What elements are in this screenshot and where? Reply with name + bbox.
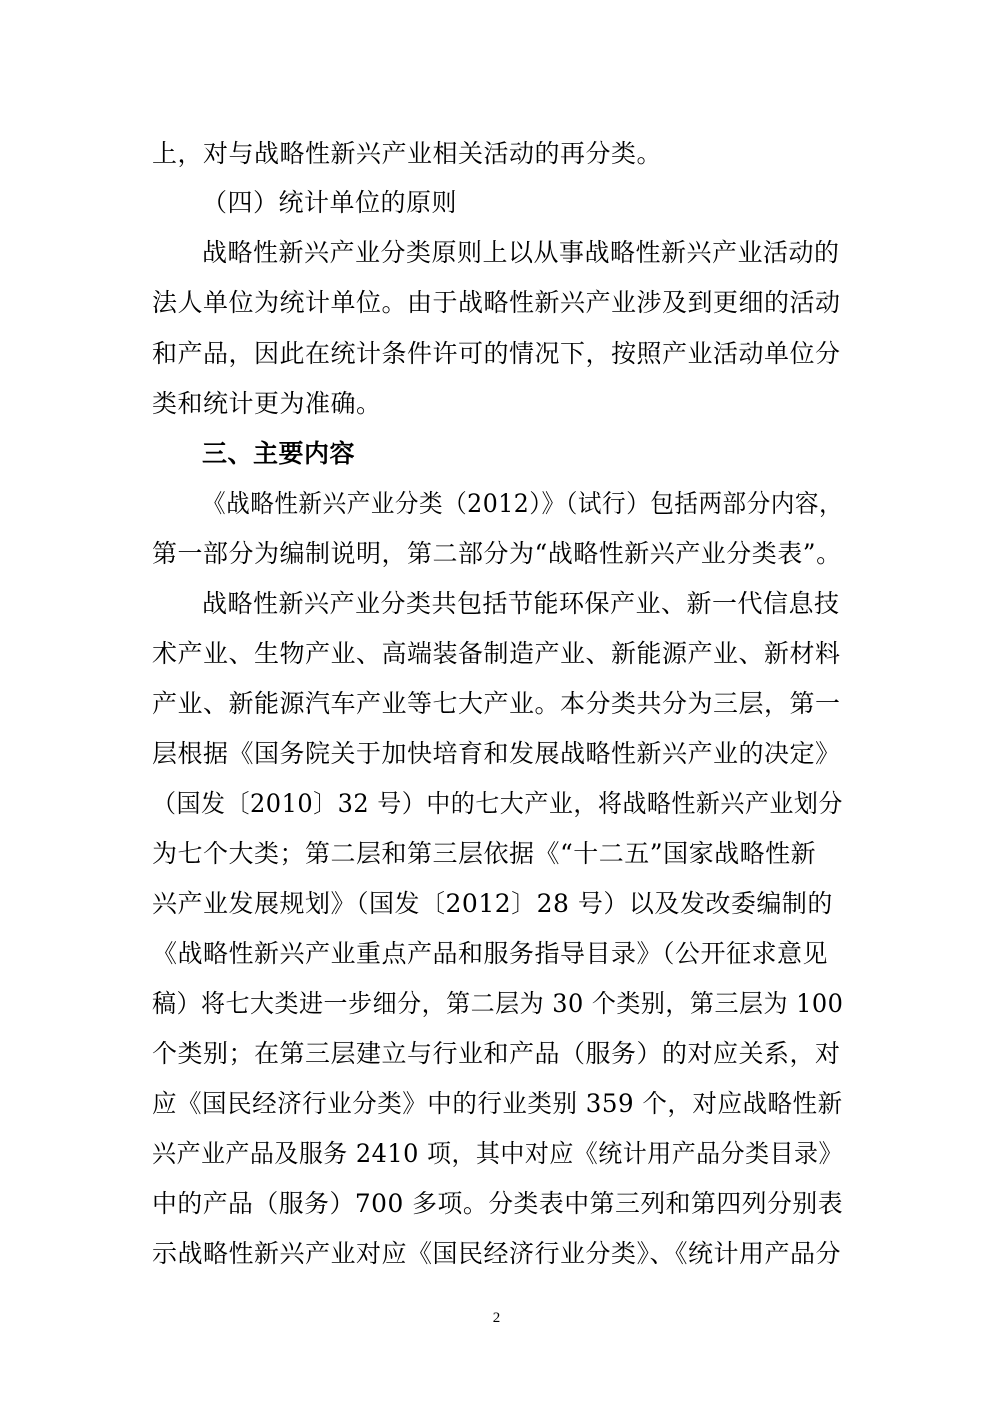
page-number: 2 — [492, 1310, 501, 1326]
body-line-17: 《战略性新兴产业重点产品和服务指导目录》（公开征求意见 — [152, 939, 829, 968]
body-line-4: 法人单位为统计单位。由于战略性新兴产业涉及到更细的活动 — [152, 288, 841, 317]
body-line-21: 兴产业产品及服务 2410 项，其中对应《统计用产品分类目录》 — [152, 1139, 844, 1168]
body-line-11: 术产业、生物产业、高端装备制造产业、新能源产业、新材料 — [152, 639, 841, 668]
body-line-6: 类和统计更为准确。 — [152, 389, 382, 418]
body-line-19: 个类别；在第三层建立与行业和产品（服务）的对应关系，对 — [152, 1039, 841, 1068]
body-line-16: 兴产业发展规划》（国发〔2012〕28 号）以及发改委编制的 — [152, 889, 833, 918]
body-line-14: （国发〔2010〕32 号）中的七大产业，将战略性新兴产业划分 — [152, 789, 843, 818]
body-line-3: 战略性新兴产业分类原则上以从事战略性新兴产业活动的 — [202, 238, 840, 267]
body-line-18: 稿）将七大类进一步细分，第二层为 30 个类别，第三层为 100 — [152, 989, 844, 1018]
body-line-23: 示战略性新兴产业对应《国民经济行业分类》、《统计用产品分 — [152, 1239, 842, 1268]
body-line-9: 第一部分为编制说明，第二部分为“战略性新兴产业分类表”。 — [152, 539, 842, 568]
body-line-20: 应《国民经济行业分类》中的行业类别 359 个，对应战略性新 — [152, 1089, 843, 1118]
subsection-heading: （四）统计单位的原则 — [202, 188, 458, 217]
body-line-8: 《战略性新兴产业分类（2012）》（试行）包括两部分内容， — [202, 489, 844, 518]
body-line-5: 和产品，因此在统计条件许可的情况下，按照产业活动单位分 — [152, 339, 841, 368]
body-line-13: 层根据《国务院关于加快培育和发展战略性新兴产业的决定》 — [152, 739, 841, 768]
body-line-12: 产业、新能源汽车产业等七大产业。本分类共分为三层，第一 — [152, 689, 841, 718]
section-heading: 三、主要内容 — [202, 439, 356, 468]
body-line-10: 战略性新兴产业分类共包括节能环保产业、新一代信息技 — [202, 589, 840, 618]
body-line-1: 上，对与战略性新兴产业相关活动的再分类。 — [152, 139, 663, 168]
body-line-22: 中的产品（服务）700 多项。分类表中第三列和第四列分别表 — [152, 1189, 844, 1218]
body-line-15: 为七个大类；第二层和第三层依据《“十二五”国家战略性新 — [152, 839, 817, 868]
